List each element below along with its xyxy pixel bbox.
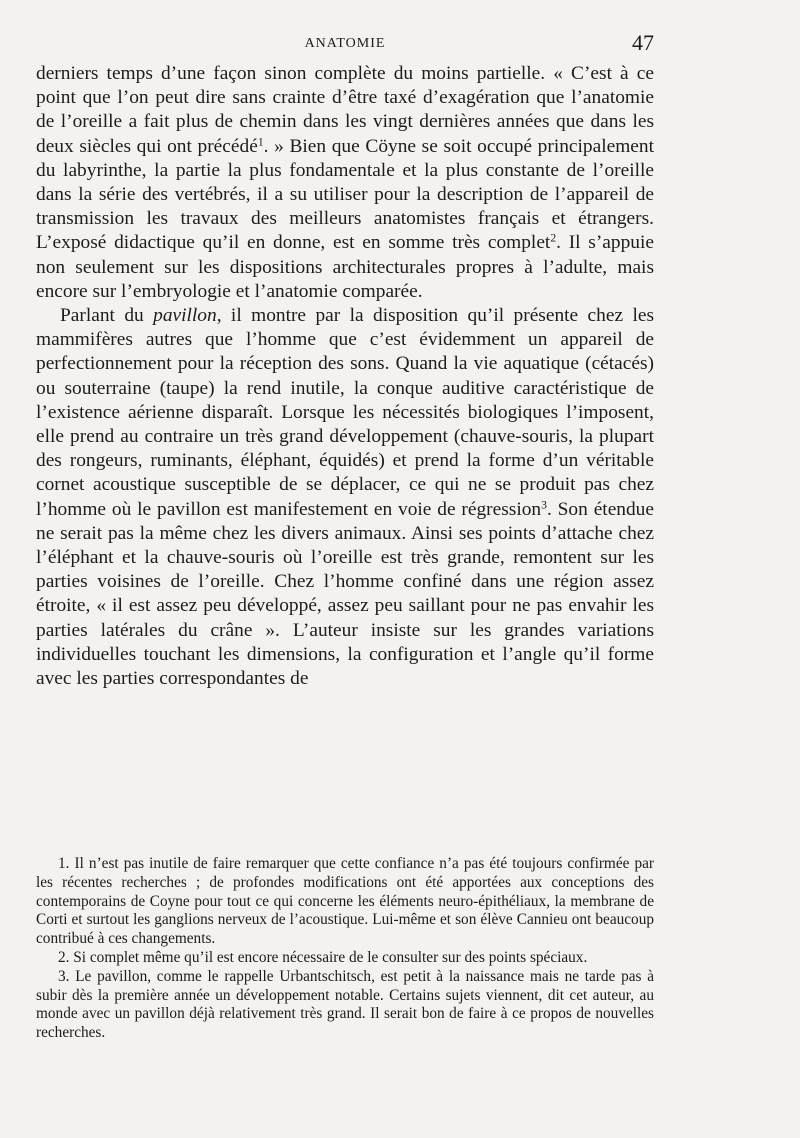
page-number: 47 bbox=[632, 30, 654, 55]
paragraph-1-part-b: . » Bien que Cöyne se soit occupé principalement du labyrinthe, la partie la plus fondamentale et la plus constante de l’oreille dans la série des vertébrés, il a su utiliser pour la description de l’appareil de transmission les travaux des meilleurs anatomistes français et étrangers. L’exposé didactique qu’il en donne, est en somme très complet bbox=[36, 135, 654, 254]
paragraph-2-part-b: , il montre par la disposition qu’il présente chez les mammifères autres que l’homme que c’est évidemment un appareil de perfectionnement pour la réception des sons. Quand la vie aquatique (cétacés) ou souterraine (taupe) la rend inutile, la conque auditive caractéristique de l’existence aérienne disparaît. Lorsque les nécessités biologiques l’imposent, elle prend au contraire un très grand développement (chauve-souris, la plupart des rongeurs, ruminants, éléphant, équidés) et prend la forme d’un véritable cornet acoustique susceptible de se déplacer, ce qui ne se produit pas chez l’homme où le pavillon est manifestement en voie de régression bbox=[36, 305, 654, 520]
footnote-1: 1. Il n’est pas inutile de faire remarquer que cette confiance n’a pas été toujours confirmée par les récentes recherches ; de profondes modifications ont été apportées aux conceptions des contemporains de Coyne pour tout ce qui concerne les éléments neuro-épithéliaux, la membrane de Corti et surtout les ganglions nerveux de l’acoustique. Lui-même et son élève Cannieu ont beaucoup contribué à ces changements. bbox=[36, 855, 654, 948]
footnote-2: 2. Si complet même qu’il est encore nécessaire de le consulter sur des points spéciaux. bbox=[58, 948, 588, 966]
footnote-ref-2: 2 bbox=[550, 232, 557, 246]
page-header bbox=[36, 30, 654, 56]
paragraph-1 bbox=[36, 62, 654, 304]
term-pavillon: pavillon bbox=[153, 305, 217, 327]
paragraph-1-part-a: derniers temps d’une façon sinon complète du moins partielle. « C’est à ce point que l’on peut dire sans crainte d’être taxé d’exagération que l’anatomie de l’oreille a fait plus de chemin dans les vingt dernières années que dans les deux siècles qui ont précédé bbox=[36, 63, 654, 157]
running-title: ANATOMIE bbox=[304, 36, 386, 51]
footnote-ref-3: 3 bbox=[541, 498, 547, 512]
paragraph-2 bbox=[36, 304, 654, 691]
footnotes bbox=[36, 855, 654, 1043]
footnote-3: 3. Le pavillon, comme le rappelle Urbantschitsch, est petit à la naissance mais ne tarde pas à subir dès la première année un développement notable. Certains sujets viennent, dit cet auteur, au monde avec un pavillon déjà relativement très grand. Il serait bon de faire à ce propos de nouvelles recherches. bbox=[36, 967, 654, 1042]
footnote-ref-1: 1 bbox=[257, 135, 264, 149]
main-text bbox=[36, 62, 654, 691]
paragraph-2-part-c: . Son étendue ne serait pas la même chez les divers animaux. Ainsi ses points d’attache chez l’éléphant et la chauve-souris où l’oreille est très grande, remontent sur les parties voisines de l’oreille. Chez l’homme confiné dans une région assez étroite, « il est assez peu développé, assez peu saillant pour ne pas envahir les parties latérales du crâne ». L’auteur insiste sur les grandes variations individuelles touchant les dimensions, la configuration et l’angle qu’il forme avec les parties correspondantes de bbox=[36, 498, 654, 690]
paragraph-2-part-a: Parlant du bbox=[60, 305, 154, 327]
paragraph-1-part-c: . Il s’appuie non seulement sur les dispositions architecturales propres à l’adulte, mais encore sur l’embryologie et l’anatomie comparée. bbox=[36, 232, 654, 302]
